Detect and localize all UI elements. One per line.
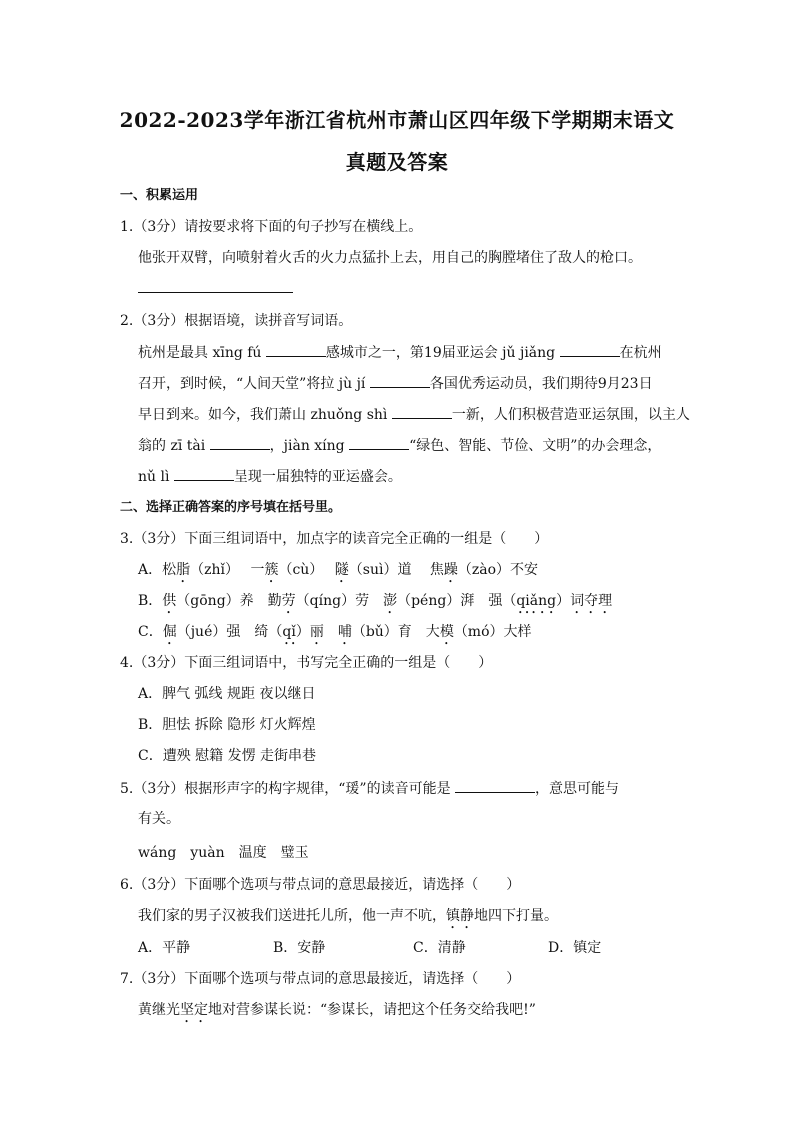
q2-text: 在杭州 xyxy=(619,345,662,361)
option-text: （gōng）养 勤 xyxy=(176,593,282,609)
q2-blank xyxy=(210,435,270,450)
q6-sentence: 我们家的男子汉被我们送进托儿所，他一声不吭，镇静地四下打量。 xyxy=(138,908,558,924)
dotted-char: （qǐ）丽 哺 xyxy=(268,624,352,640)
option-text: （zhǐ） 一 xyxy=(190,562,265,578)
q2-blank xyxy=(266,342,326,357)
option-c: C．清静 xyxy=(413,940,466,956)
option-text: （mó）大样 xyxy=(453,624,532,640)
dotted-char: （qiǎng）词夺理 xyxy=(502,593,613,609)
q3-option-a xyxy=(138,560,538,586)
q4-option-a: A．脾气 弧线 规距 夜以继日 xyxy=(138,686,316,702)
dotted-char: 躁 xyxy=(443,562,458,578)
option-text: （qíng）劳 xyxy=(295,593,384,609)
q2-line-3 xyxy=(138,404,690,425)
q5-text: ，意思可能与 xyxy=(535,781,620,797)
option-text: B． xyxy=(138,593,163,609)
q2-text: 翁的 zī tài xyxy=(138,438,210,454)
dotted-char: 澎 xyxy=(383,593,398,609)
q2-text: “绿色、智能、节俭、文明”的办会理念， xyxy=(409,438,662,454)
q2-text: nǔ lì xyxy=(138,469,174,485)
q1-answer-line xyxy=(138,278,293,299)
q2-text: 各国优秀运动员，我们期待9月23日 xyxy=(429,376,653,392)
q2-text: 召开，到时候，“人间天堂”将拉 jù jí xyxy=(138,376,370,392)
section-heading-1: 一、积累运用 xyxy=(120,188,199,203)
q2-line-4 xyxy=(138,435,661,456)
option-text: （jué）强 绮 xyxy=(176,624,269,640)
q7-sentence: 黄继光坚定地对营参谋长说：“参谋长，请把这个任务交给我吧!” xyxy=(138,1002,536,1018)
dotted-word: 镇静 xyxy=(446,908,474,924)
q4-stem: 4.（3分）下面三组词语中，书写完全正确的一组是（ ） xyxy=(120,655,493,671)
q1-stem: 1.（3分）请按要求将下面的句子抄写在横线上。 xyxy=(120,219,423,235)
option-text: C． xyxy=(138,624,163,640)
q2-line-5 xyxy=(138,466,402,487)
option-a: A．平静 xyxy=(138,940,191,956)
q2-line-1 xyxy=(138,342,662,363)
option-text: （zào）不安 xyxy=(457,562,539,578)
option-d: D．镇定 xyxy=(548,940,602,956)
option-text: （bǔ）育 大 xyxy=(351,624,440,640)
q2-blank xyxy=(560,342,620,357)
dotted-char: 脂 xyxy=(176,562,191,578)
option-text: （cù） xyxy=(278,562,335,578)
q6-options xyxy=(138,938,601,958)
q7-stem: 7.（3分）下面哪个选项与带点词的意思最接近，请选择（ ） xyxy=(120,971,521,987)
q5-blank xyxy=(455,778,535,793)
q2-blank xyxy=(174,466,234,481)
q5-options: wáng yuàn 温度 璧玉 xyxy=(138,845,309,861)
dotted-char: 供 xyxy=(162,593,177,609)
section-heading-2: 二、选择正确答案的序号填在括号里。 xyxy=(120,500,342,515)
dotted-char: 隧 xyxy=(334,562,349,578)
q4-option-c: C．遭殃 慰籍 发愣 走街串巷 xyxy=(138,748,317,764)
option-text: （suì）道 焦 xyxy=(348,562,444,578)
option-text: （péng）湃 强 xyxy=(397,593,503,609)
q2-stem: 2.（3分）根据语境，读拼音写词语。 xyxy=(120,313,353,329)
q5-stem-cont: 有关。 xyxy=(138,811,180,827)
dotted-char: 倔 xyxy=(162,624,177,640)
q2-text: 呈现一届独特的亚运盛会。 xyxy=(233,469,402,485)
q3-option-b xyxy=(138,591,612,617)
document-title-line2: 真题及答案 xyxy=(345,150,449,174)
q2-text: 早日到来。如今，我们萧山 zhuǒng shì xyxy=(138,407,392,423)
q2-blank xyxy=(392,404,452,419)
dotted-word: 坚定 xyxy=(180,1002,208,1018)
dotted-char: 簇 xyxy=(264,562,279,578)
q2-text: 一新，人们积极营造亚运氛围，以主人 xyxy=(451,407,690,423)
q2-text: 感城市之一，第19届亚运会 jǔ jiǎng xyxy=(325,345,560,361)
q6-stem: 6.（3分）下面哪个选项与带点词的意思最接近，请选择（ ） xyxy=(120,877,521,893)
document-title-line1: 2022-2023学年浙江省杭州市萧山区四年级下学期期末语文 xyxy=(119,108,675,132)
q2-line-2 xyxy=(138,373,653,394)
dotted-char: 劳 xyxy=(281,593,296,609)
q2-blank xyxy=(349,435,409,450)
q4-option-b: B．胆怯 拆除 隐形 灯火辉煌 xyxy=(138,717,316,733)
q2-blank xyxy=(370,373,430,388)
dotted-char: 模 xyxy=(439,624,454,640)
q3-stem: 3.（3分）下面三组词语中，加点字的读音完全正确的一组是（ ） xyxy=(120,531,549,547)
q2-text: ，jiàn xíng xyxy=(269,438,350,454)
q2-text: 杭州是最具 xīng fú xyxy=(138,345,266,361)
option-text: A．松 xyxy=(138,562,177,578)
q5-text: 5.（3分）根据形声字的构字规律，“瑗”的读音可能是 xyxy=(120,781,456,797)
q1-sentence: 他张开双臂，向喷射着火舌的火力点猛扑上去，用自己的胸膛堵住了敌人的枪口。 xyxy=(138,250,642,266)
q5-stem xyxy=(120,778,619,799)
option-b: B．安静 xyxy=(273,940,326,956)
q3-option-c xyxy=(138,622,532,648)
